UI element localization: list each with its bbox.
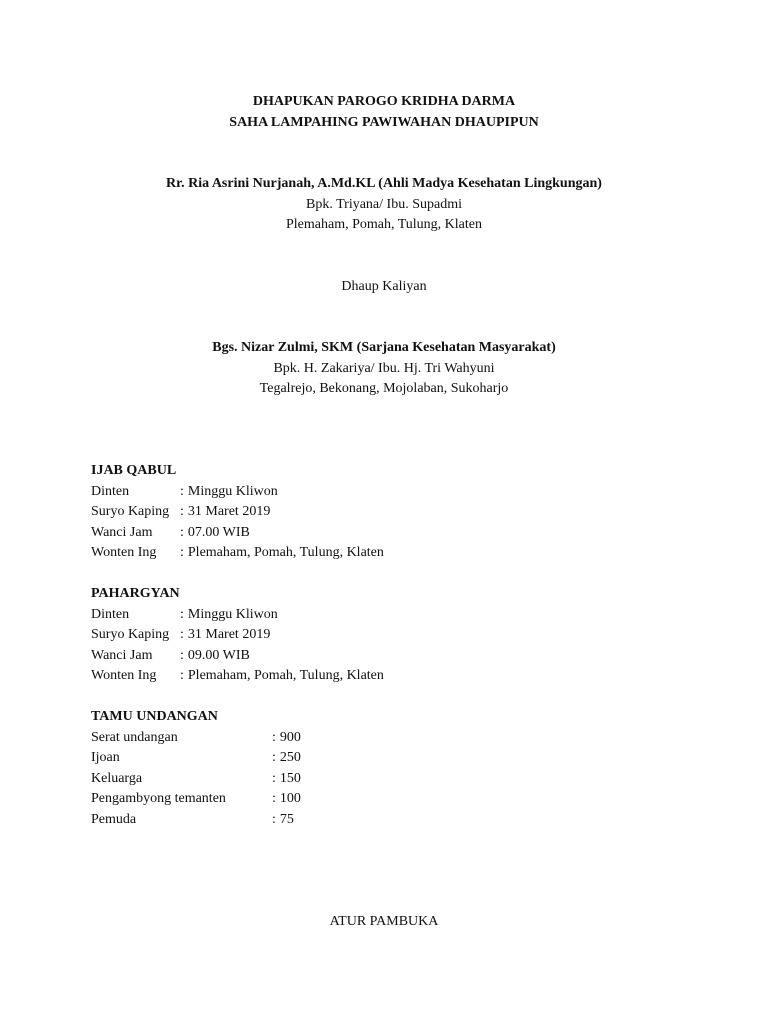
pahargyan-section [91,584,691,687]
row-separator: : [180,524,184,540]
row-separator: : [180,545,184,560]
row-separator: : [180,504,184,519]
ijab-qabul-row [91,482,691,503]
pahargyan-heading: PAHARGYAN [91,586,180,601]
tamu-undangan-row [91,728,691,749]
row-value: 150 [279,770,301,786]
groom-block [0,338,768,400]
row-separator: : [180,668,184,683]
ijab-qabul-heading: IJAB QABUL [91,463,177,478]
row-label: Dinten [91,483,130,499]
row-label: Dinten [91,606,130,622]
tamu-undangan-section [91,707,691,830]
row-label: Pengambyong temanten [91,791,226,806]
row-label: Ijoan [91,750,120,765]
row-value: Plemaham, Pomah, Tulung, Klaten [187,668,384,683]
tamu-undangan-heading: TAMU UNDANGAN [91,709,218,724]
title-line-2: SAHA LAMPAHING PAWIWAHAN DHAUPIPUN [229,114,539,130]
tamu-undangan-row [91,810,691,831]
ijab-qabul-row [91,523,691,544]
ijab-qabul-row [91,502,691,523]
row-separator: : [180,647,184,663]
row-value: 100 [279,791,301,806]
row-label: Wanci Jam [91,647,153,663]
row-value: 900 [279,729,301,745]
row-label: Wonten Ing [91,545,157,560]
row-value: Minggu Kliwon [187,606,278,622]
groom-address: Tegalrejo, Bekonang, Mojolaban, Sukoharjo [259,381,509,396]
bride-parents: Bpk. Triyana/ Ibu. Supadmi [306,196,462,212]
row-label: Suryo Kaping [91,627,170,642]
bride-name: Rr. Ria Asrini Nurjanah, A.Md.KL (Ahli Madya Kesehatan Lingkungan) [166,176,602,191]
row-label: Pemuda [91,811,137,827]
row-separator: : [272,729,276,745]
row-label: Keluarga [91,770,143,786]
row-separator: : [180,627,184,642]
row-value: 31 Maret 2019 [187,627,271,642]
row-separator: : [272,770,276,786]
tamu-undangan-row [91,748,691,769]
pahargyan-row [91,646,691,667]
row-separator: : [180,483,184,499]
title-line-1: DHAPUKAN PAROGO KRIDHA DARMA [252,94,516,109]
document-title [0,92,768,133]
tamu-undangan-row [91,789,691,810]
row-value: 250 [279,750,301,765]
pahargyan-row [91,625,691,646]
row-label: Wanci Jam [91,524,153,540]
row-label: Wonten Ing [91,668,157,683]
row-separator: : [272,750,276,765]
pahargyan-row [91,605,691,626]
pahargyan-row [91,666,691,687]
bride-block [0,174,768,236]
row-value: Minggu Kliwon [187,483,278,499]
bride-address: Plemaham, Pomah, Tulung, Klaten [286,217,482,232]
row-label: Serat undangan [91,729,178,745]
row-separator: : [180,606,184,622]
tamu-undangan-row [91,769,691,790]
atur-pambuka-heading: ATUR PAMBUKA [329,914,439,929]
row-value: 09.00 WIB [187,647,250,663]
ijab-qabul-section [91,461,691,564]
row-value: 07.00 WIB [187,524,250,540]
ijab-qabul-row [91,543,691,564]
joiner-text: Dhaup Kaliyan [341,279,427,294]
row-value: Plemaham, Pomah, Tulung, Klaten [187,545,384,560]
row-separator: : [272,791,276,806]
row-value: 31 Maret 2019 [187,504,271,519]
row-value: 75 [279,811,294,827]
groom-name: Bgs. Nizar Zulmi, SKM (Sarjana Kesehatan Masyarakat) [212,340,556,355]
groom-parents: Bpk. H. Zakariya/ Ibu. Hj. Tri Wahyuni [273,360,495,376]
row-separator: : [272,811,276,827]
row-label: Suryo Kaping [91,504,170,519]
